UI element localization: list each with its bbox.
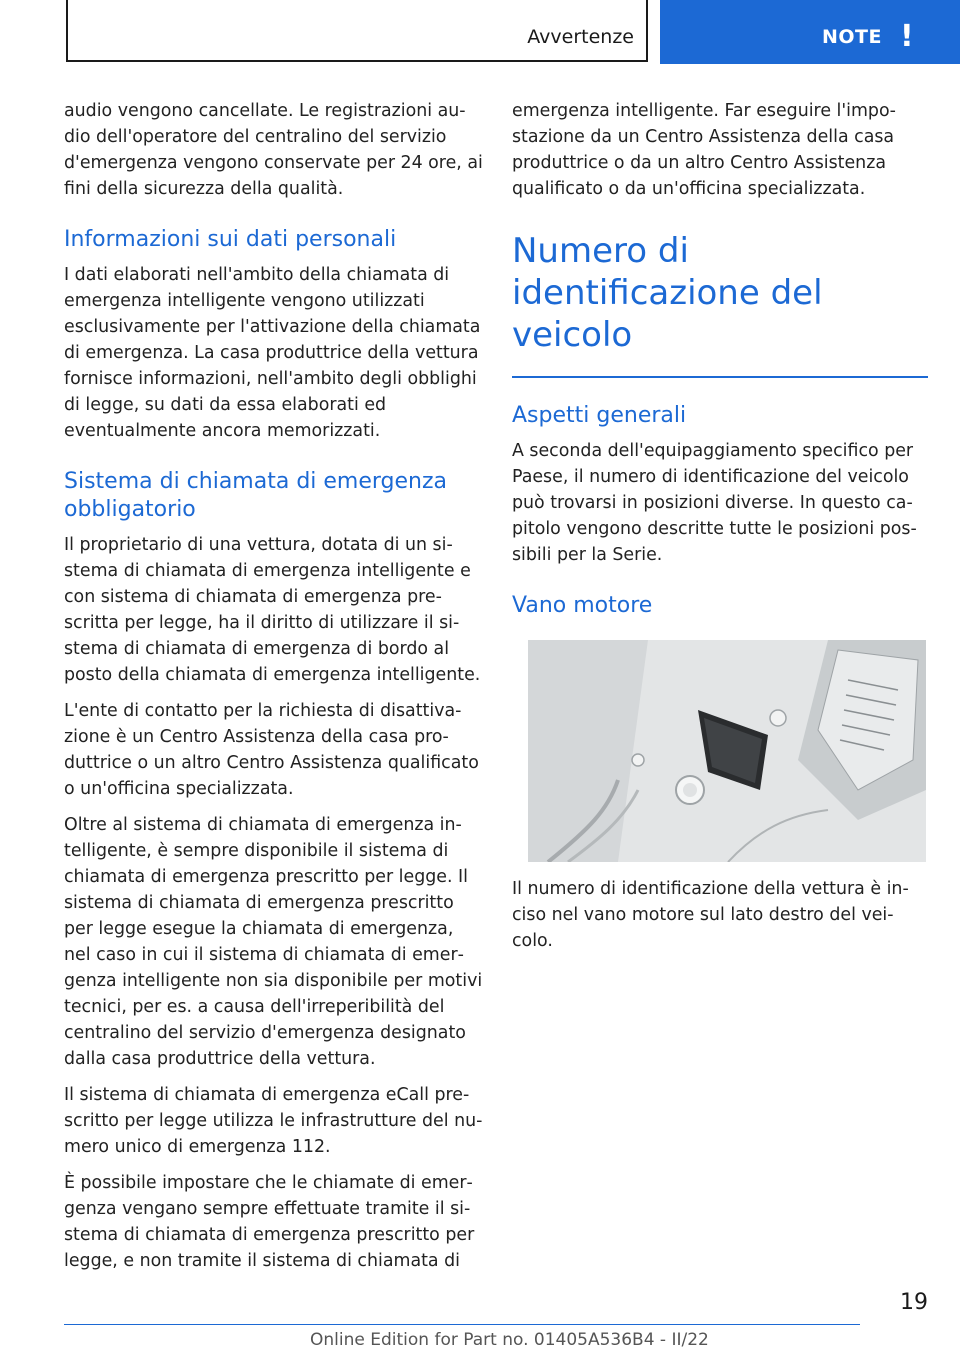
paragraph-setting-option: È possibile impostare che le chiamate di emergenza vengano sempre effettuate tramite il sistema di chiamata di emergenza prescritto per legge, e non tramite il sistema di chiamata di <box>64 1173 475 1271</box>
right-column <box>512 98 928 964</box>
heading-general-aspects: Aspetti generali <box>512 403 687 428</box>
footer-divider <box>64 1324 860 1325</box>
heading-personal-data: Informazioni sui dati personali <box>64 227 397 252</box>
paragraph-ecall-112: Il sistema di chiamata di emergenza eCall prescritto per legge utilizza le infrastrutture del numero unico di emergenza 112. <box>64 1085 483 1157</box>
engine-compartment-photo <box>528 640 926 862</box>
footer-edition: Online Edition for Part no. 01405A536B4 - II/22 <box>310 1330 709 1350</box>
paragraph-audio-deletion: audio vengono cancellate. Le registrazioni audio dell'operatore del centralino del servizio d'emergenza vengono conservate per 24 ore, ai fini della sicurezza della qualità. <box>64 101 483 199</box>
chapter-title-vin: Numero di identificazione del veicolo <box>512 231 823 355</box>
heading-mandatory-emergency-call: Sistema di chiamata di emergenza obbligatorio <box>64 469 448 522</box>
paragraph-vin-location: Il numero di identificazione della vettura è inciso nel vano motore sul lato destro del veicolo. <box>512 879 909 951</box>
heading-engine-compartment: Vano motore <box>512 593 653 618</box>
exclamation-icon: ! <box>900 19 914 54</box>
paragraph-deactivation-contact: L'ente di contatto per la richiesta di disattivazione è un Centro Assistenza della casa produttrice o un altro Centro Assistenza qualificato o un'officina specializzata. <box>64 701 479 799</box>
paragraph-personal-data: I dati elaborati nell'ambito della chiamata di emergenza intelligente vengono utilizzati esclusivamente per l'attivazione della chiamata di emergenza. La casa produttrice della vettura fornisce informazioni, nell'ambito degli obblighi di legge, su dati da essa elaborati ed eventualmente ancora memorizzati. <box>64 265 481 441</box>
left-column <box>64 98 484 1284</box>
chapter-divider <box>512 376 928 378</box>
engine-compartment-illustration <box>528 640 926 862</box>
paragraph-continuation: emergenza intelligente. Far eseguire l'impostazione da un Centro Assistenza della casa produttrice o da un altro Centro Assistenza qualificato o da un'officina specializzata. <box>512 101 896 199</box>
paragraph-always-available: Oltre al sistema di chiamata di emergenza intelligente, è sempre disponibile il sistema di chiamata di emergenza prescritto per legge. Il sistema di chiamata di emergenza prescritto per legge esegue la chiamata di emergenza, nel caso in cui il sistema di chiamata di emergenza intelligente non sia disponibile per motivi tecnici, per es. a causa dell'irreperibilità del centralino del servizio d'emergenza designato dalla casa produttrice della vettura. <box>64 815 483 1069</box>
page-number: 19 <box>900 1290 928 1315</box>
header-note-tab <box>660 0 960 64</box>
header-section-title: Avvertenze <box>527 26 634 48</box>
paragraph-general-aspects: A seconda dell'equipaggiamento specifico per Paese, il numero di identificazione del veicolo può trovarsi in posizioni diverse. In questo capitolo vengono descritte tutte le posizioni possibili per la Serie. <box>512 441 917 565</box>
paragraph-owner-right: Il proprietario di una vettura, dotata di un sistema di chiamata di emergenza intelligente e con sistema di chiamata di emergenza prescritta per legge, ha il diritto di utilizzare il sistema di chiamata di emergenza di bordo al posto della chiamata di emergenza intelligente. <box>64 535 481 685</box>
header-note-label: NOTE <box>822 26 882 48</box>
